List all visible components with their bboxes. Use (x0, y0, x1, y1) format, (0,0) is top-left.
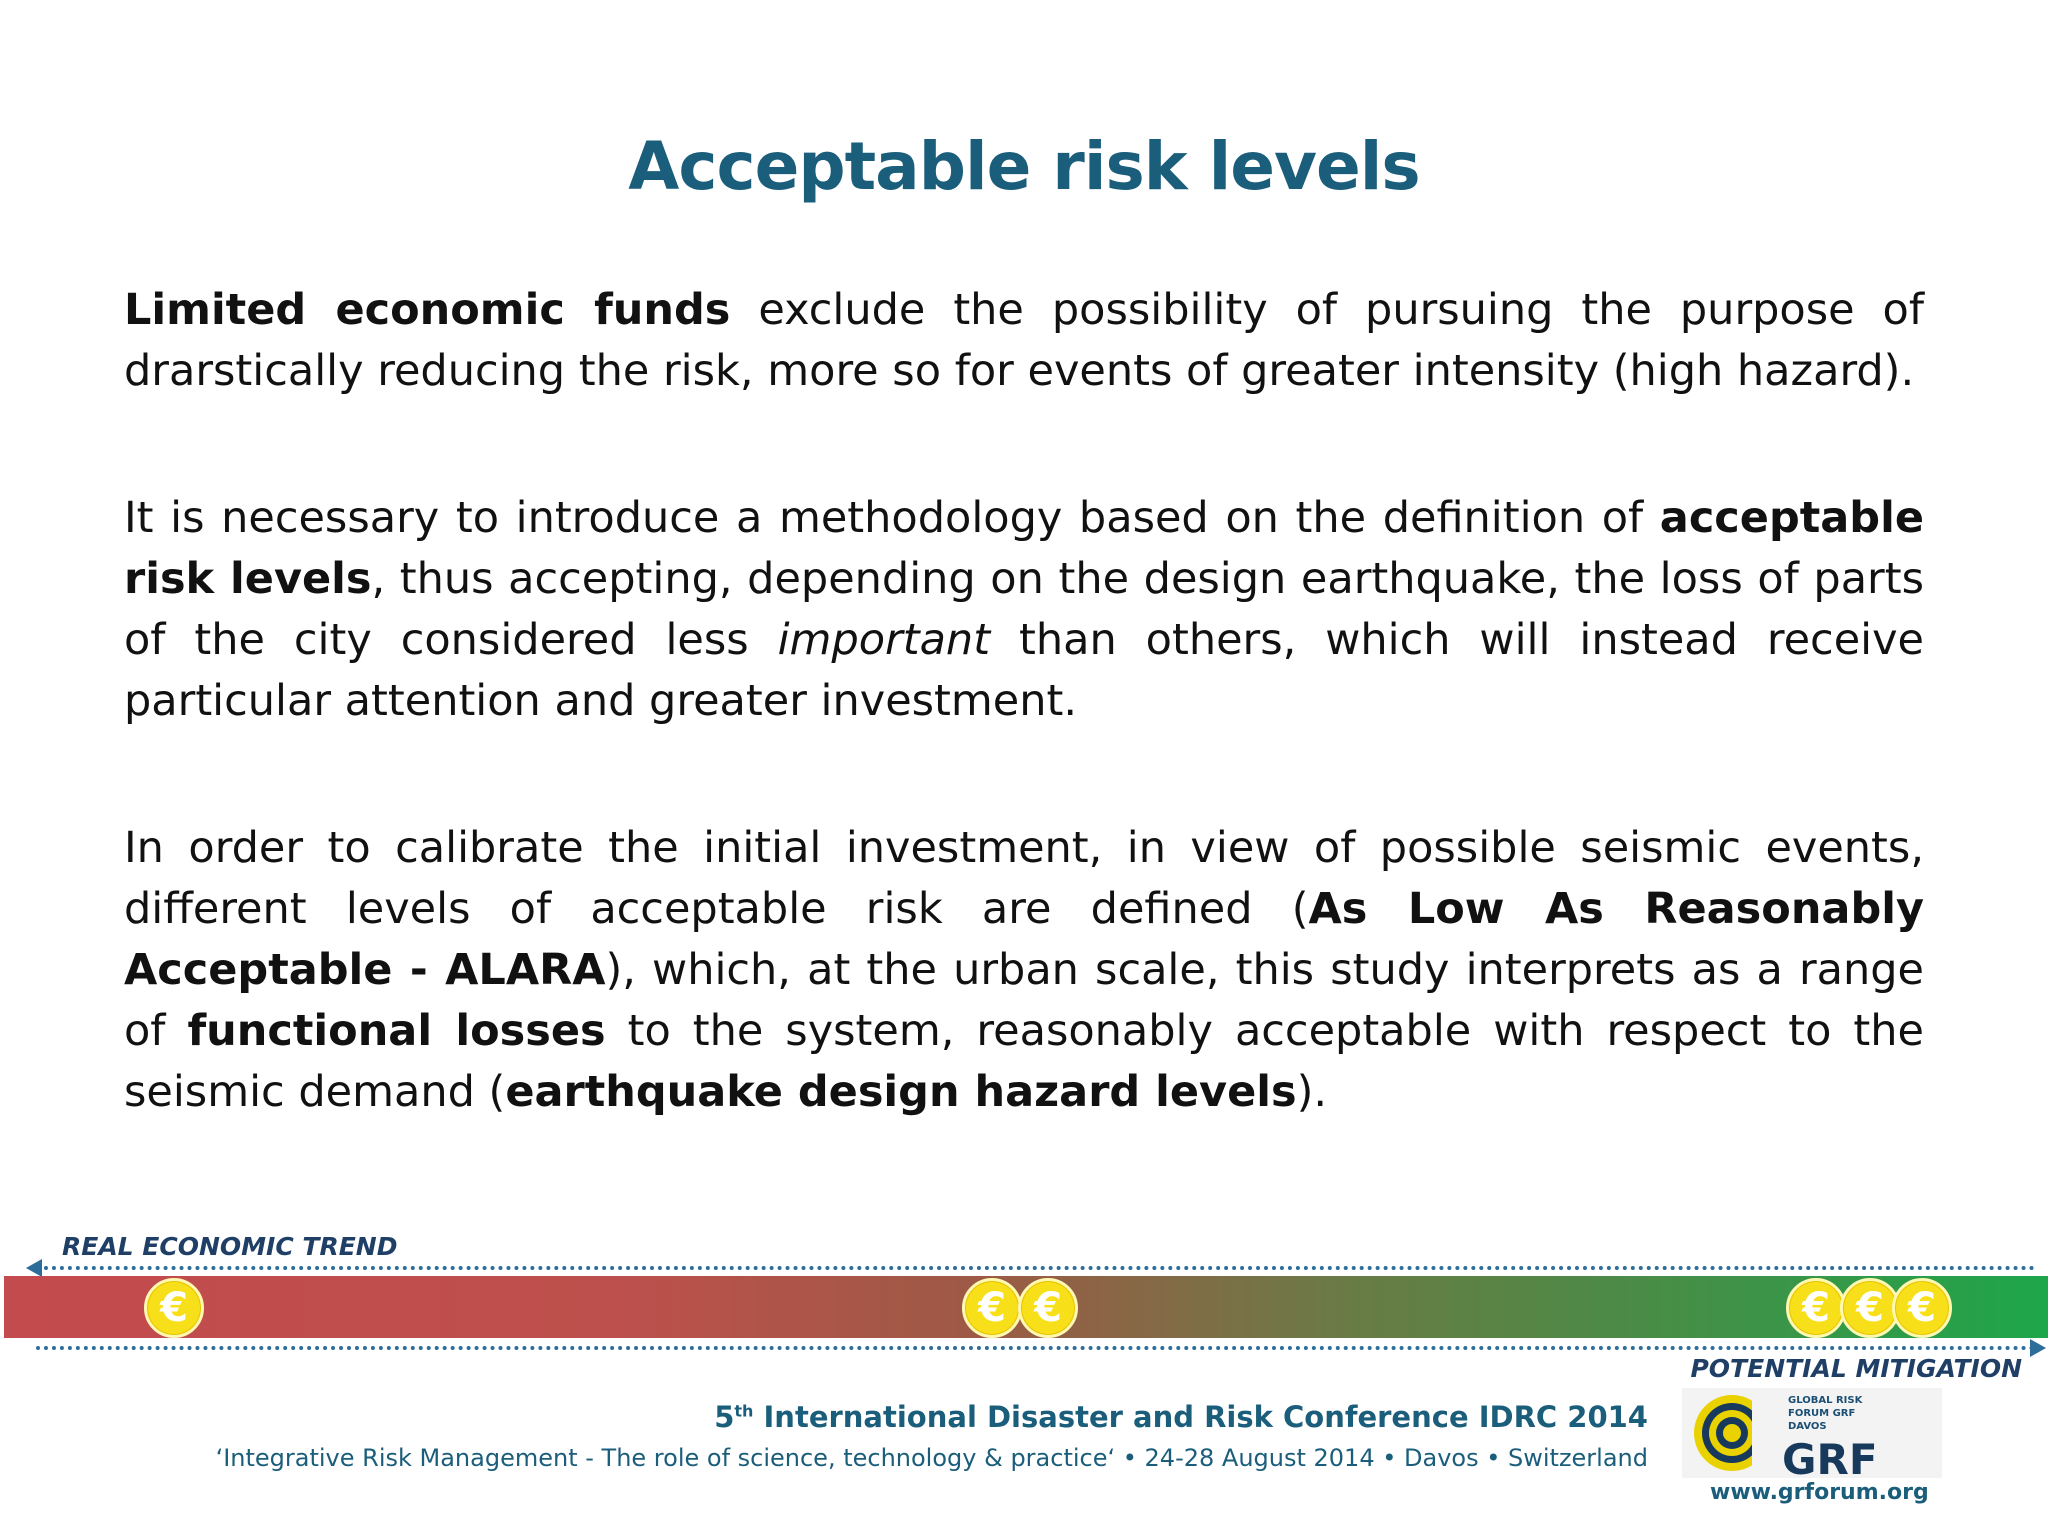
euro-coin-icon: € (1018, 1278, 1078, 1338)
bold-design-hazard-levels: earthquake design hazard levels (505, 1067, 1297, 1117)
conference-title (714, 1400, 1648, 1434)
conference-subtitle: ‘Integrative Risk Management - The role of science, technology & practice‘ • 24-28 August 2014 • Davos • Switzerland (215, 1444, 1648, 1472)
p2-text-3: than others, which will instead receive particular attention and greater investment. (124, 615, 1925, 726)
paragraph-1 (124, 280, 1924, 402)
conf-title-text: International Disaster and Risk Conference IDRC 2014 (753, 1400, 1648, 1434)
right-arrow-icon (2030, 1339, 2046, 1357)
euro-coin-icon: € (962, 1278, 1022, 1338)
italic-important: important (777, 615, 991, 665)
bold-alara: As Low As Reasonably Acceptable - ALARA (124, 884, 1924, 995)
p1-text: exclude the possibility of pursuing the purpose of drarstically reducing the risk, more so for events of greater intensity (high hazard). (124, 285, 1924, 396)
p3-text-4: ). (1296, 1067, 1328, 1117)
euro-coin-icon: € (144, 1278, 204, 1338)
conf-superscript: th (734, 1401, 754, 1421)
real-economic-trend-label: REAL ECONOMIC TREND (62, 1232, 398, 1261)
euro-coin-icon: € (1892, 1278, 1952, 1338)
potential-mitigation-label: POTENTIAL MITIGATION (1690, 1354, 2022, 1383)
paragraph-2 (124, 488, 1924, 732)
bold-functional-losses: functional losses (187, 1006, 606, 1056)
dotted-line-bottom (36, 1346, 2036, 1350)
euro-coin-icon: € (1840, 1278, 1900, 1338)
grf-logo (1682, 1388, 1942, 1484)
p3-text-1: In order to calibrate the initial investment, in view of possible seismic events, different levels of acceptable risk are defined ( (124, 823, 1924, 934)
paragraph-3 (124, 818, 1924, 1123)
logo-small-text: GLOBAL RISK FORUM GRF DAVOS (1788, 1395, 1863, 1432)
slide-title: Acceptable risk levels (628, 128, 1420, 205)
p2-text-1: It is necessary to introduce a methodology based on the definition of (124, 493, 1660, 543)
conf-number: 5 (714, 1400, 735, 1434)
logo-text: GRF (1782, 1435, 1878, 1484)
bold-limited-funds: Limited economic funds (124, 285, 731, 335)
p2-text-2: , thus accepting, depending on the design earthquake, the loss of parts of the city considered less (124, 554, 1924, 665)
website-url: www.grforum.org (1710, 1480, 1929, 1505)
slide-body (124, 280, 1924, 1209)
bold-acceptable-risk-levels: acceptable risk levels (124, 493, 1924, 604)
euro-coin-icon: € (1786, 1278, 1846, 1338)
target-rings-icon (1682, 1388, 1778, 1478)
dotted-line-top (36, 1266, 2036, 1270)
p3-text-3: to the system, reasonably acceptable with respect to the seismic demand ( (124, 1006, 1924, 1117)
p3-text-2: ), which, at the urban scale, this study interprets as a range of (124, 945, 1924, 1056)
